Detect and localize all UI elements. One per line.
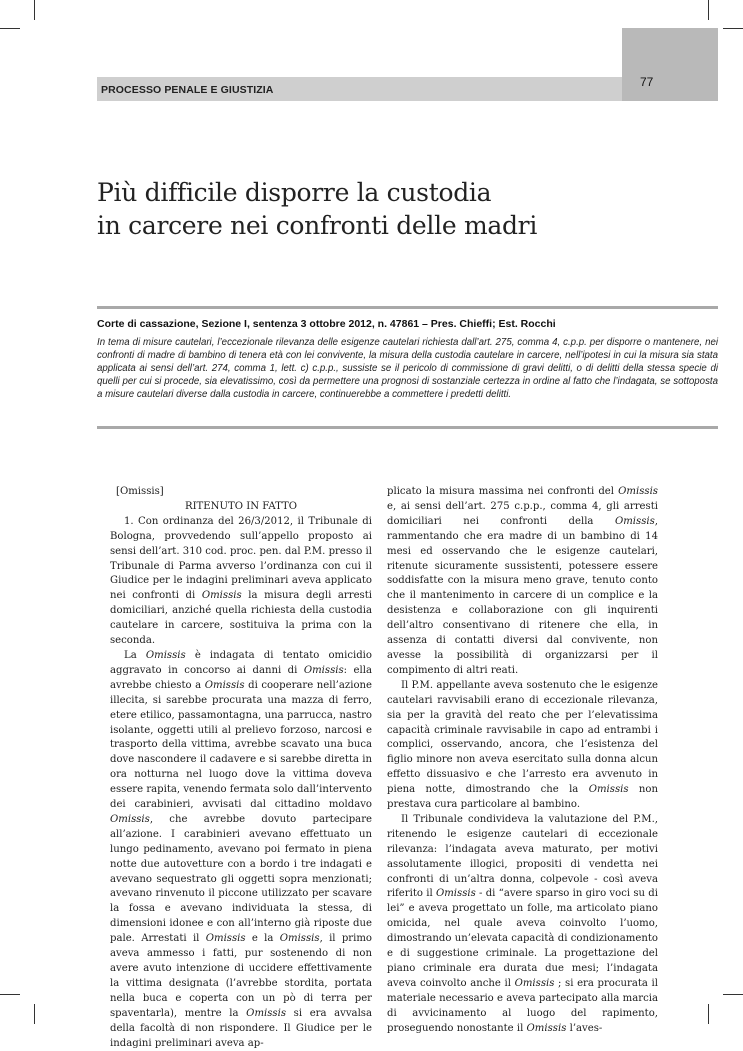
section-label: PROCESSO PENALE E GIUSTIZIA [101, 84, 274, 96]
article-title [97, 176, 697, 242]
crop-mark [34, 1004, 35, 1024]
bottom-rule [97, 426, 718, 429]
title-line-1: Più difficile disporre la custodia [97, 178, 492, 207]
title-line-2: in carcere nei confronti delle madri [97, 211, 538, 240]
case-abstract: In tema di misure cautelari, l’eccezionale rilevanza delle esigenze cautelari richiesta dall’art. 275, comma 4, c.p.p. per disporre o mantenere, nei confronti di madre di bambino di tenera età con lei convivente, la misura della custodia cautelare in carcere, nell’ipotesi in cui la misura sia stata applicata ai sensi dell’art. 274, comma 1, lett. c) c.p.p., sussiste se il pericolo di commissione di gravi delitti, o di delitti della stessa specie di quelli per cui si procede, sia elevatissimo, così da permettere una prognosi di sostanziale certezza in ordine al fatto che l’indagata, se sottoposta a misure cautelari diverse dalla custodia in carcere, continuerebbe a commettere i predetti delitti. [97, 337, 718, 400]
page-number: 77 [640, 75, 654, 89]
body-column-left [110, 485, 372, 1051]
section-heading: RITENUTO IN FATTO [184, 500, 298, 512]
page-number-tab [622, 28, 718, 101]
body-column-right [387, 485, 658, 1037]
crop-mark [34, 0, 35, 20]
paragraph: La Omissis è indagata di tentato omicidio aggravato in concorso ai danni di Omissis: ella avrebbe chiesto a Omissis di cooperare nell’azione illecita, si sarebbe procurata una mazza di ferro, etere etilico, passamontagna, una parrucca, nastro isolante, oggetti utili al prelievo forzoso, narcosi e trasporto della vittima, avrebbe scavato una buca dove nascondere il cadavere e si sarebbe diretta in ora notturna nel luogo dove la vittima doveva essere rapita, venendo fermata solo dall’intervento dei carabinieri, avvisati dal cittadino moldavo Omissis, che avrebbe dovuto partecipare all’azione. I carabinieri avevano effettuato un lungo pedinamento, avevano poi fermato in piena notte due autovetture con a bordo i tre indagati e avevano sequestrato gli oggetti sopra menzionati; avevano rinvenuto il piccone utilizzato per scavare la fossa e avevano individuata la stessa, di dimensioni idonee e con all’interno già riposte due pale. Arrestati il Omissis e la Omissis, il primo aveva ammesso i fatti, pur sostenendo di non avere avuto intenzione di uccidere effettivamente la vittima designata (l’avrebbe stordita, portata nella buca e coperta con un pò di terra per spaventarla), mentre la Omissis si era avvalsa della facoltà di non rispondere. Il Giudice per le indagini preliminari aveva ap- [110, 649, 372, 1049]
paragraph: 1. Con ordinanza del 26/3/2012, il Tribunale di Bologna, provvedendo sull’appello proposto ai sensi dell’art. 310 cod. proc. pen. dal P.M. presso il Tribunale di Parma avverso l’ordinanza con cui il Giudice per le indagini preliminari aveva applicato nei confronti di Omissis la misura degli arresti domiciliari, anziché quella richiesta della custodia cautelare in carcere, sostituiva la prima con la seconda. [110, 515, 373, 647]
crop-mark [723, 28, 743, 29]
crop-mark [708, 1004, 709, 1024]
paragraph: Il P.M. appellante aveva sostenuto che le esigenze cautelari ravvisabili erano di eccezionale rilevanza, sia per la gravità del reato che per l’elevatissima capacità criminale ravvisabile in capo ad entrambi i complici, osservando, ancora, che l’esistenza del figlio minore non aveva esercitato sulla donna alcun effetto dissuasivo e che l’arresto era avvenuto in piena notte, dimostrando che la Omissis non prestava cura particolare al bambino. [387, 679, 659, 811]
top-rule [97, 306, 718, 309]
case-citation: Corte di cassazione, Sezione I, sentenza 3 ottobre 2012, n. 47861 – Pres. Chieffi; Est. Rocchi [97, 318, 556, 330]
crop-mark [0, 994, 20, 995]
paragraph: Il Tribunale condivideva la valutazione del P.M., ritenendo le esigenze cautelari di eccezionale rilevanza: l’indagata aveva maturato, per motivi assolutamente illogici, propositi di vendetta nei confronti di un’altra donna, colpevole - così aveva riferito il Omissis - di “avere sparso in giro voci su di lei” e aveva progettato un folle, ma articolato piano omicida, nel quale aveva coinvolto l’uomo, dimostrando un’elevata capacità di condizionamento e di suggestione criminale. La progettazione del piano criminale era durata due mesi; l’indagata aveva coinvolto anche il Omissis ; si era procurata il materiale necessario e aveva partecipato alla marcia di avvicinamento al luogo del rapimento, proseguendo nonostante il Omissis l’aves- [387, 813, 659, 1034]
paragraph: plicato la misura massima nei confronti del Omissis e, ai sensi dell’art. 275 c.p.p., comma 4, gli arresti domiciliari nei confronti della Omissis, rammentando che era madre di un bambino di 14 mesi ed osservando che le esigenze cautelari, ritenute sicuramente sussistenti, potessere essere soddisfatte con la misura meno grave, tenuto conto che il mantenimento in carcere di un complice e la desistenza e collaborazione con gli inquirenti dell’altro consentivano di ritenere che ella, in assenza di contatti diversi dal convivente, non avesse la possibilità di organizzarsi per il compimento di altri reati. [387, 486, 658, 676]
omissis-marker: [Omissis] [116, 486, 164, 497]
crop-mark [708, 0, 709, 20]
crop-mark [723, 994, 743, 995]
crop-mark [0, 28, 20, 29]
